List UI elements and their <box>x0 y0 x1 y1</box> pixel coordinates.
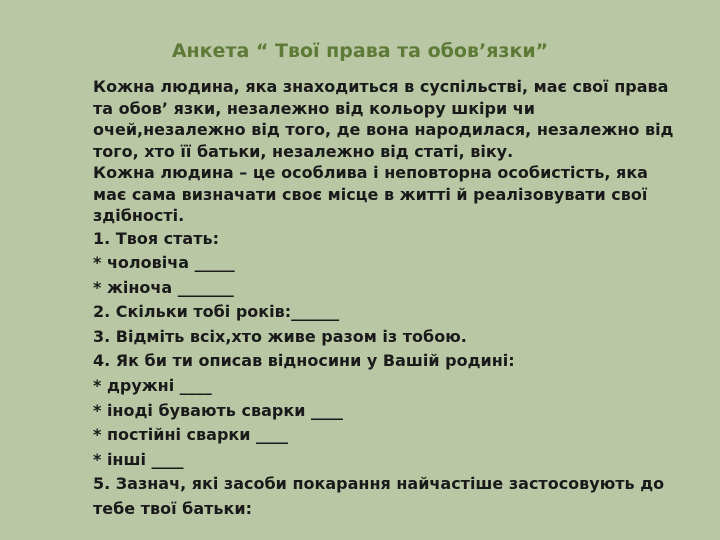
intro-line: здібності. <box>93 206 185 225</box>
intro-line: того, хто її батьки, незалежно від статі, віку. <box>93 141 514 161</box>
survey-body <box>93 76 693 522</box>
question-age: 2. Скільки тобі років:______ <box>93 302 340 322</box>
intro-line: очей,незалежно від того, де вона народилася, незалежно від <box>93 120 674 139</box>
intro-line: має сама визначати своє місце в житті й реалізовувати свої <box>93 184 648 204</box>
option-friendly: * дружні ____ <box>93 376 212 396</box>
option-sometimes-quarrels: * іноді бувають сварки ____ <box>93 400 343 420</box>
option-female: * жіноча _______ <box>93 277 234 297</box>
question-gender: 1. Твоя стать: <box>93 228 219 248</box>
intro-paragraph <box>93 76 693 227</box>
option-male: * чоловіча _____ <box>93 253 235 273</box>
questions-list <box>93 227 693 522</box>
survey-title: Анкета “ Твої права та обов’язки” <box>171 40 549 62</box>
question-household: 3. Відміть всіх,хто живе разом із тобою. <box>93 326 467 346</box>
option-other: * інші ____ <box>93 449 184 469</box>
intro-line: Кожна людина – це особлива і неповторна особистість, яка <box>93 163 648 182</box>
intro-line: Кожна людина, яка знаходиться в суспільстві, має свої права <box>93 77 669 96</box>
question-family-relations: 4. Як би ти описав відносини у Вашій родині: <box>93 351 515 371</box>
question-punishment-cont: тебе твої батьки: <box>93 499 252 519</box>
intro-line: та обов’ язки, незалежно від кольору шкіри чи <box>93 98 535 118</box>
option-constant-quarrels: * постійні сварки ____ <box>93 425 289 445</box>
question-punishment: 5. Зазнач, які засоби покарання найчастіше застосовують до <box>93 474 665 494</box>
